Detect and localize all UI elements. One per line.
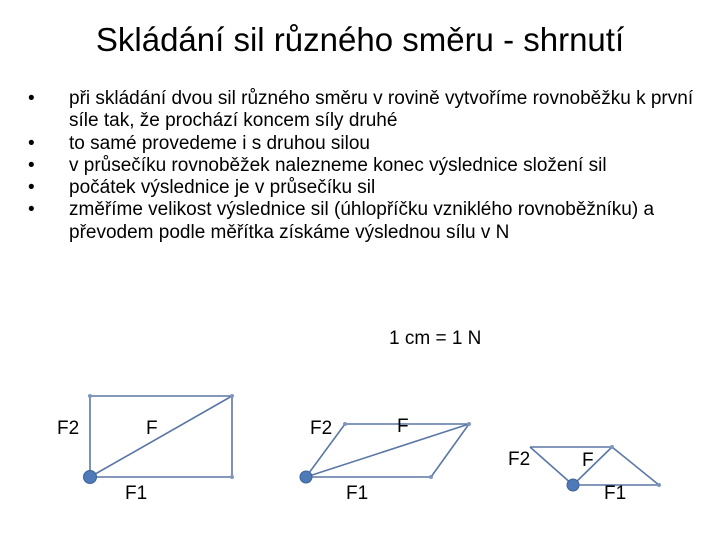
bullet-item: • v průsečíku rovnoběžek nalezneme konec výslednice složení sil	[28, 155, 708, 177]
label-f2: F2	[310, 418, 333, 439]
force-f2-line	[573, 447, 612, 485]
vector-tip	[343, 422, 347, 426]
vector-tip	[230, 394, 234, 398]
resultant-line	[530, 447, 573, 485]
vector-tip	[610, 445, 614, 449]
resultant-line	[306, 424, 469, 477]
label-f: F	[582, 450, 594, 471]
vector-tip	[88, 394, 92, 398]
label-f2: F2	[508, 449, 531, 470]
vector-tip	[467, 422, 471, 426]
label-f1: F1	[125, 483, 148, 504]
parallel-line	[612, 447, 659, 485]
label-f2: F2	[57, 418, 80, 439]
resultant-line	[90, 396, 232, 477]
label-f1: F1	[346, 483, 369, 504]
vector-tip	[230, 475, 234, 479]
vector-tip	[657, 483, 661, 487]
force-f2-line	[306, 424, 345, 477]
bullet-item: • počátek výslednice je v průsečíku sil	[28, 177, 708, 199]
bullet-item: • změříme velikost výslednice sil (úhlopříčku vzniklého rovnoběžníku) a převodem podle měřítka získáme výslednou sílu v N	[28, 199, 708, 244]
diagram-parallelogram	[300, 416, 471, 504]
bullet-item: • při skládání dvou sil různého směru v rovině vytvoříme rovnoběžku k první síle tak, že prochází koncem síly druhé	[28, 88, 708, 133]
label-f: F	[397, 416, 409, 437]
origin-point	[567, 479, 579, 491]
diagram-rectangle	[57, 394, 234, 504]
origin-point	[84, 471, 97, 484]
bullet-list	[28, 88, 708, 244]
parallel-line	[431, 424, 469, 477]
bullet-item: • to samé provedeme i s druhou silou	[28, 133, 708, 155]
label-f1: F1	[604, 483, 627, 504]
scale-text: 1 cm = 1 N	[389, 328, 482, 349]
slide-title: Skládání sil různého směru - shrnutí	[95, 21, 625, 58]
label-f: F	[146, 418, 158, 439]
diagram-obtuse	[508, 445, 661, 504]
vector-tip	[429, 475, 433, 479]
origin-point	[300, 471, 312, 483]
